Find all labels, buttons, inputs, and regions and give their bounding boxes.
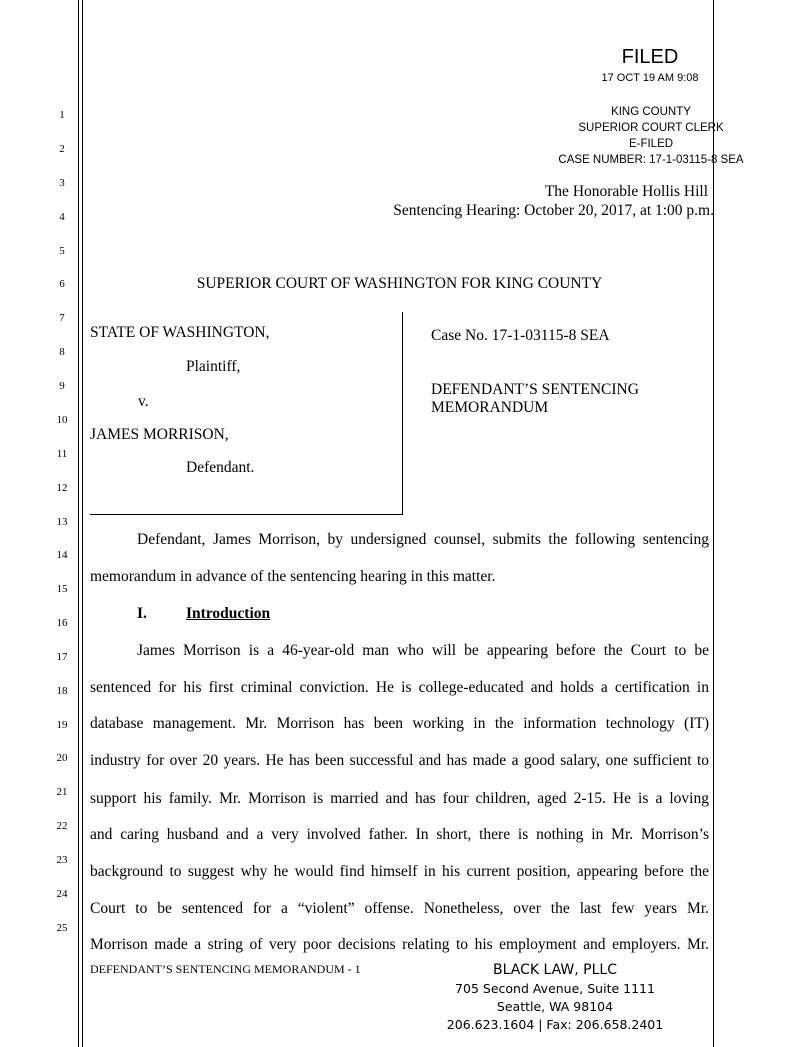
case-number: Case No. 17-1-03115-8 SEA <box>431 327 610 344</box>
firm-city: Seattle, WA 98104 <box>496 999 614 1014</box>
line-number: 8 <box>59 346 65 358</box>
plaintiff-name: STATE OF WASHINGTON, <box>90 324 270 341</box>
court-title: SUPERIOR COURT OF WASHINGTON FOR KING COUNTY <box>196 275 603 292</box>
filed-stamp-title: FILED <box>621 46 679 68</box>
caption-divider-horizontal <box>90 514 403 515</box>
line-number: 2 <box>59 143 65 155</box>
footer-document-label: DEFENDANT’S SENTENCING MEMORANDUM - 1 <box>90 962 361 976</box>
filed-stamp-datetime: 17 OCT 19 AM 9:08 <box>601 72 699 84</box>
body-line: industry for over 20 years. He has been successful and has made a good salary, one sufficient to <box>90 752 709 769</box>
document-title-line-1: DEFENDANT’S SENTENCING <box>431 381 639 398</box>
filed-stamp-case-number: CASE NUMBER: 17-1-03115-8 SEA <box>558 154 744 166</box>
firm-phone: 206.623.1604 | Fax: 206.658.2401 <box>446 1017 664 1032</box>
body-line: database management. Mr. Morrison has been working in the information technology (IT) <box>90 715 709 732</box>
line-number: 20 <box>56 752 68 764</box>
versus: v. <box>138 393 149 410</box>
line-number: 5 <box>59 245 65 257</box>
line-number: 23 <box>56 854 68 866</box>
line-number: 7 <box>59 312 65 324</box>
section-title: Introduction <box>186 605 271 622</box>
caption-divider-vertical <box>402 312 403 515</box>
line-number: 9 <box>59 380 65 392</box>
body-line: background to suggest why he would find himself in his current position, appearing before the <box>90 863 709 880</box>
line-number: 15 <box>56 583 68 595</box>
line-number: 25 <box>56 922 68 934</box>
line-number: 18 <box>56 685 68 697</box>
line-number: 13 <box>56 516 68 528</box>
body-line: James Morrison is a 46-year-old man who will be appearing before the Court to be <box>137 642 709 659</box>
line-number: 3 <box>59 177 65 189</box>
defendant-role: Defendant. <box>186 459 255 476</box>
body-line: Morrison made a string of very poor decisions relating to his employment and employers. Mr. <box>90 936 709 953</box>
line-number: 1 <box>59 109 65 121</box>
left-margin-rule-outer <box>78 0 79 1047</box>
line-number: 22 <box>56 820 68 832</box>
document-title-line-2: MEMORANDUM <box>431 399 549 416</box>
line-number: 6 <box>59 278 65 290</box>
firm-address: 705 Second Avenue, Suite 1111 <box>455 981 655 996</box>
line-number: 17 <box>56 651 68 663</box>
body-line: support his family. Mr. Morrison is married and has four children, aged 2-15. He is a loving <box>90 790 709 807</box>
line-number: 11 <box>56 448 68 460</box>
line-number: 14 <box>56 549 68 561</box>
left-margin-rule-inner <box>82 0 83 1047</box>
defendant-name: JAMES MORRISON, <box>90 426 229 443</box>
filed-stamp-county: KING COUNTY <box>611 106 691 118</box>
body-line: sentenced for his first criminal conviction. He is college-educated and holds a certification in <box>90 679 709 696</box>
line-number: 24 <box>56 888 68 900</box>
line-number: 10 <box>56 414 68 426</box>
firm-name: BLACK LAW, PLLC <box>493 962 617 978</box>
line-number: 12 <box>56 482 68 494</box>
hearing-info: Sentencing Hearing: October 20, 2017, at 1:00 p.m. <box>393 202 714 219</box>
filed-stamp-efiled: E-FILED <box>628 138 674 150</box>
judge-name: The Honorable Hollis Hill <box>544 183 708 200</box>
line-number: 4 <box>59 211 65 223</box>
section-number: I. <box>137 605 147 622</box>
plaintiff-role: Plaintiff, <box>186 358 241 375</box>
line-number: 21 <box>56 786 68 798</box>
body-line: memorandum in advance of the sentencing hearing in this matter. <box>90 568 496 585</box>
body-line: and caring husband and a very involved father. In short, there is nothing in Mr. Morrison’s <box>90 826 709 843</box>
body-line: Defendant, James Morrison, by undersigned counsel, submits the following sentencing <box>137 531 709 548</box>
line-number: 16 <box>56 617 68 629</box>
filed-stamp-clerk: SUPERIOR COURT CLERK <box>578 122 724 134</box>
body-line: Court to be sentenced for a “violent” offense. Nonetheless, over the last few years Mr. <box>90 900 709 917</box>
line-number: 19 <box>56 719 68 731</box>
